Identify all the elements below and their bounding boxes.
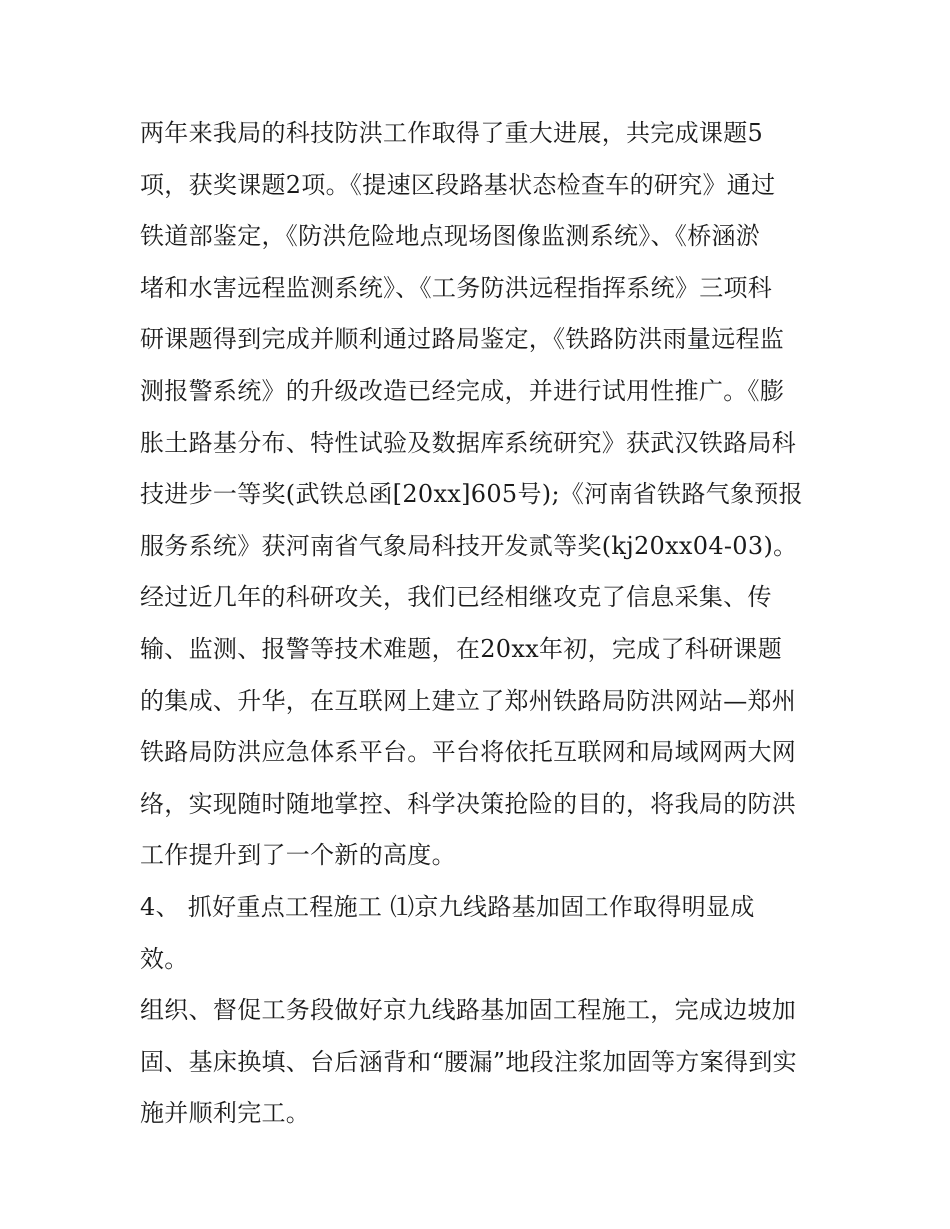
text-line: 两年来我局的科技防洪工作取得了重大进展，共完成课题5: [140, 119, 764, 147]
text-line: 服务系统》获河南省气象局科技开发贰等奖(kj20xx04-03)。: [140, 531, 798, 560]
text-line: 组织、督促工务段做好京九线路基加固工程施工，完成边坡加: [140, 996, 797, 1025]
text-line: 络，实现随时随地掌控、科学决策抢险的目的，将我局的防洪: [140, 789, 797, 818]
text-line: 输、监测、报警等技术难题，在20xx年初，完成了科研课题: [140, 634, 783, 663]
text-line: 固、基床换填、台后涵背和“腰漏”地段注浆加固等方案得到实: [140, 1047, 797, 1076]
text-line: 技进步一等奖(武铁总函[20xx]605号);《河南省铁路气象预报: [140, 480, 803, 509]
text-line: 施并顺利完工。: [140, 1099, 311, 1128]
text-line: 铁路局防洪应急体系平台。平台将依托互联网和局域网两大网: [140, 738, 797, 767]
text-line: 测报警系统》的升级改造已经完成，并进行试用性推广。《膨: [140, 376, 785, 405]
text-line: 的集成、升华，在互联网上建立了郑州铁路局防洪网站—郑州: [140, 686, 797, 715]
text-line: 胀土路基分布、特性试验及数据库系统研究》获武汉铁路局科: [140, 428, 797, 457]
text-line: 工作提升到了一个新的高度。: [140, 841, 456, 870]
document-body: [140, 108, 820, 1140]
text-line: 效。: [140, 944, 189, 973]
text-line: 铁道部鉴定，《防洪危险地点现场图像监测系统》、《桥涵淤: [140, 222, 761, 251]
text-line: 项，获奖课题2项。《提速区段路基状态检查车的研究》通过: [140, 170, 776, 199]
section-heading: 4、 抓好重点工程施工 ⑴京九线路基加固工作取得明显成: [140, 892, 755, 921]
text-line: 经过近几年的科研攻关，我们已经相继攻克了信息采集、传: [140, 583, 772, 612]
text-line: 研课题得到完成并顺利通过路局鉴定，《铁路防洪雨量远程监: [140, 325, 785, 354]
text-line: 堵和水害远程监测系统》、《工务防洪远程指挥系统》三项科: [140, 273, 773, 302]
